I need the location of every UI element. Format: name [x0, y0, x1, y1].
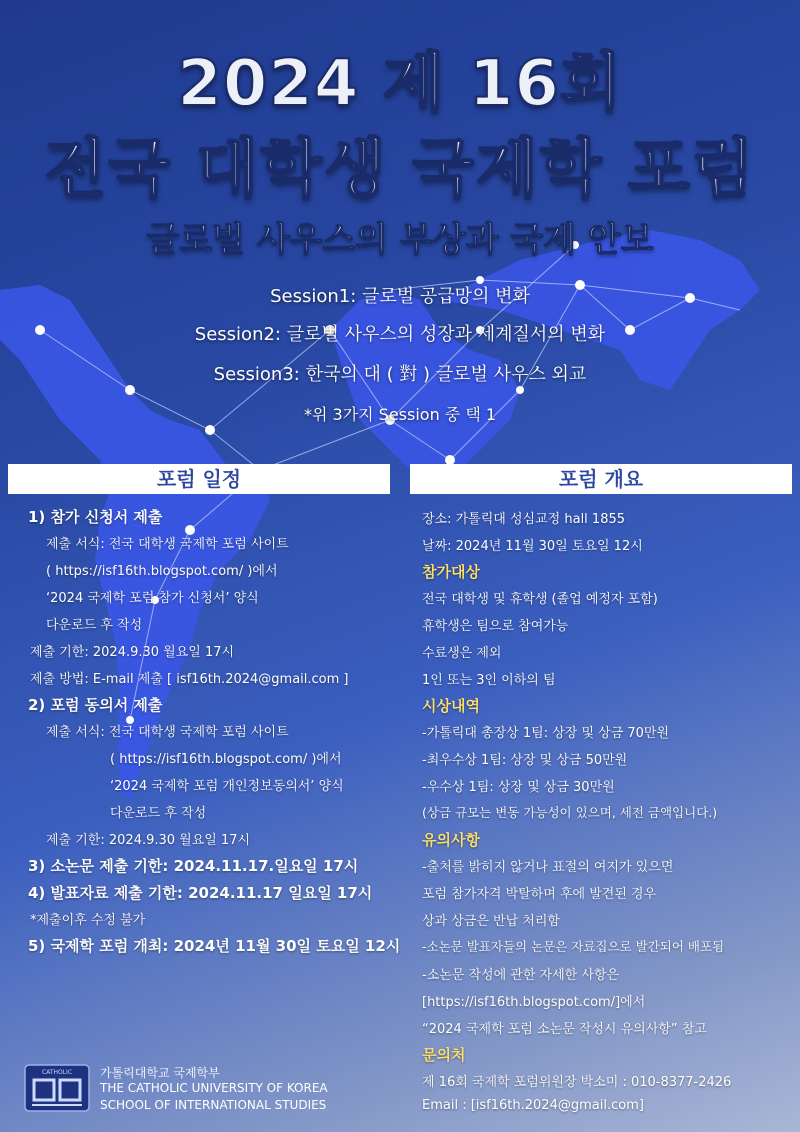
overview-heading-contact: 문의처	[422, 1046, 466, 1064]
overview-line: “2024 국제학 포럼 소논문 작성시 유의사항” 참고	[422, 1022, 707, 1037]
overview-header: 포럼 개요	[410, 464, 792, 494]
session-1: Session1: 글로벌 공급망의 변화	[270, 286, 530, 307]
schedule-line: ( https://isf16th.blogspot.com/ )에서	[110, 752, 342, 767]
overview-date: 날짜: 2024년 11월 30일 토요일 12시	[422, 539, 643, 554]
overview-line: -가톨릭대 총장상 1팀: 상장 및 상금 70만원	[422, 726, 670, 741]
schedule-line: ‘2024 국제학 포럼 개인정보동의서’ 양식	[110, 779, 344, 794]
overview-heading-eligibility: 참가대상	[422, 563, 480, 581]
schedule-item-1: 1) 참가 신청서 제출	[28, 508, 163, 526]
overview-line: -우수상 1팀: 상장 및 상금 30만원	[422, 780, 615, 795]
overview-line: 포럼 참가자격 박탈하며 후에 발견된 경우	[422, 887, 657, 902]
overview-contact-email: Email : [isf16th.2024@gmail.com]	[422, 1098, 644, 1113]
logo-text: CATHOLIC	[41, 1069, 73, 1076]
overview-line: [https://isf16th.blogspot.com/]에서	[422, 995, 646, 1010]
overview-heading-notes: 유의사항	[422, 831, 480, 849]
overview-heading-awards: 시상내역	[422, 697, 480, 715]
overview-line: -소논문 발표자들의 논문은 자료집으로 발간되어 배포됨	[422, 939, 725, 954]
schedule-header: 포럼 일정	[8, 464, 390, 494]
overview-line: -출처를 밝히지 않거나 표절의 여지가 있으면	[422, 860, 674, 875]
subtitle: 글로벌 사우스의 부상과 국제 안보	[146, 220, 654, 260]
title-line-2: 전국 대학생 국제학 포럼	[44, 133, 756, 207]
session-2: Session2: 글로벌 사우스의 성장과 세계질서의 변화	[194, 324, 606, 345]
overview-line: (상금 규모는 변동 가능성이 있으며, 세전 금액입니다.)	[422, 805, 718, 820]
overview-line: 수료생은 제외	[422, 646, 502, 661]
schedule-line: 제출 서식: 전국 대학생 국제학 포럼 사이트	[46, 725, 289, 740]
schedule-item-2: 2) 포럼 동의서 제출	[28, 696, 163, 714]
footer-school: SCHOOL OF INTERNATIONAL STUDIES	[100, 1098, 327, 1112]
schedule-item-5: 5) 국제학 포럼 개최: 2024년 11월 30일 토요일 12시	[28, 937, 401, 955]
schedule-line: 다운로드 후 작성	[46, 618, 143, 633]
overview-venue: 장소: 가톨릭대 성심교정 hall 1855	[422, 512, 626, 527]
overview-line: 전국 대학생 및 휴학생 (졸업 예정자 포함)	[422, 592, 658, 607]
schedule-line: 제출 서식: 전국 대학생 국제학 포럼 사이트	[46, 537, 289, 552]
title-line-1: 2024 제 16회	[177, 47, 623, 121]
schedule-line: 다운로드 후 작성	[110, 806, 207, 821]
university-logo	[24, 1064, 90, 1112]
overview-line: 휴학생은 팀으로 참여가능	[422, 619, 569, 634]
schedule-line: 제출 방법: E-mail 제출 [ isf16th.2024@gmail.com ]	[30, 672, 349, 687]
overview-line: 1인 또는 3인 이하의 팀	[422, 673, 556, 688]
overview-line: -최우수상 1팀: 상장 및 상금 50만원	[422, 753, 628, 768]
footer-dept-korean: 가톨릭대학교 국제학부	[100, 1066, 220, 1080]
schedule-item-3: 3) 소논문 제출 기한: 2024.11.17.일요일 17시	[28, 857, 359, 875]
overview-line: -소논문 작성에 관한 자세한 사항은	[422, 968, 620, 983]
schedule-line: ( https://isf16th.blogspot.com/ )에서	[46, 564, 278, 579]
schedule-item-4: 4) 발표자료 제출 기한: 2024.11.17 일요일 17시	[28, 884, 373, 902]
session-3: Session3: 한국의 대 ( 對 ) 글로벌 사우스 외교	[213, 364, 587, 385]
schedule-line: ‘2024 국제학 포럼 참가 신청서’ 양식	[46, 591, 259, 606]
session-note: *위 3가지 Session 중 택 1	[303, 405, 497, 424]
schedule-line: 제출 기한: 2024.9.30 월요일 17시	[46, 833, 251, 848]
schedule-line: 제출 기한: 2024.9.30 월요일 17시	[30, 645, 235, 660]
overview-contact-phone: 제 16회 국제학 포럼위원장 박소미 : 010-8377-2426	[422, 1075, 732, 1090]
footer-university: THE CATHOLIC UNIVERSITY OF KOREA	[100, 1081, 328, 1095]
schedule-note: *제출이후 수정 불가	[30, 913, 146, 928]
overview-line: 상과 상금은 반납 처리함	[422, 914, 560, 929]
